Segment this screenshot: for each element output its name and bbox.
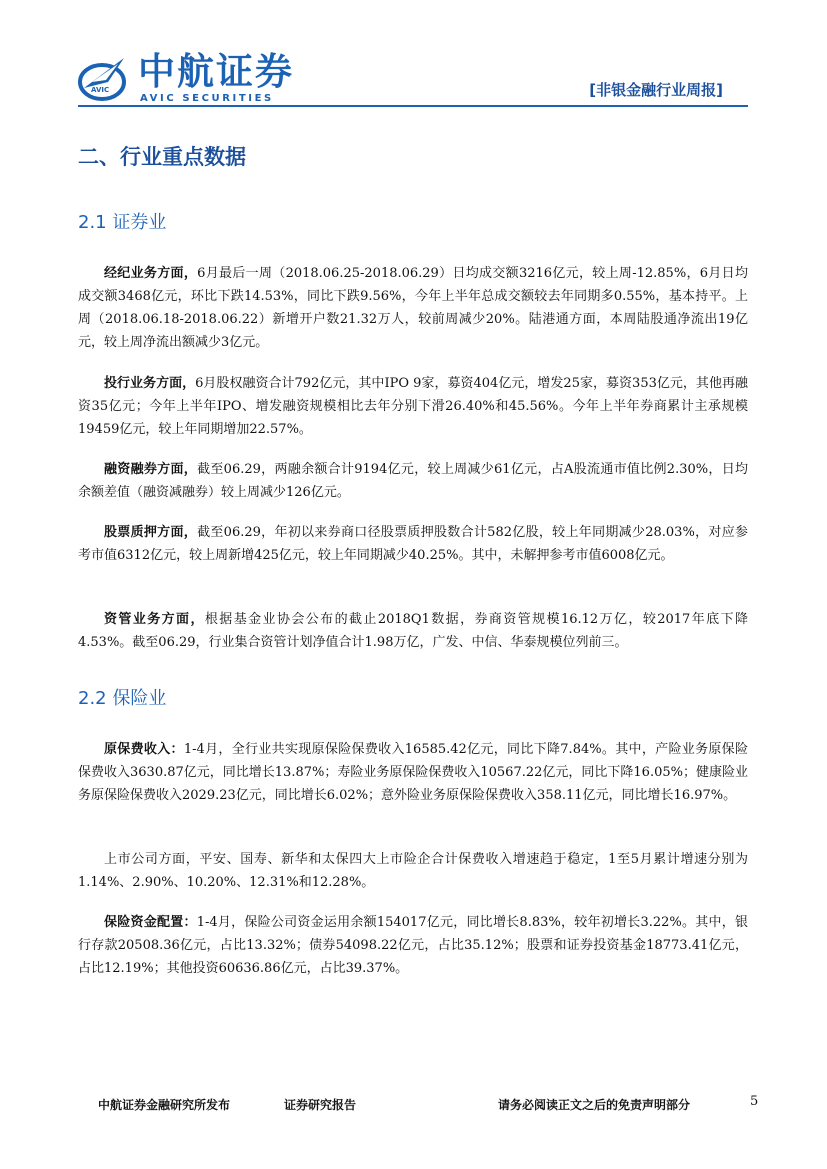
- paragraph-listed-companies: [78, 848, 748, 894]
- paragraph-label: 资管业务方面，: [104, 612, 205, 627]
- paragraph-text: 6月股权融资合计792亿元，其中IPO 9家，募资404亿元，增发25家，募资353亿元，其他再融资35亿元；今年上半年IPO、增发融资规模相比去年分别下滑26.40%和45.56%。今年上半年券商累计主承规模19459亿元，较上年同期增加22.57%。: [78, 376, 748, 437]
- page-number: 5: [750, 1094, 759, 1109]
- paragraph-label: 融资融券方面，: [104, 462, 198, 477]
- paragraph-brokerage: [78, 262, 748, 354]
- section-title: 二、行业重点数据: [78, 145, 246, 169]
- page-header: [0, 0, 827, 110]
- logo-english-name: AVIC SECURITIES: [140, 93, 274, 104]
- logo-emblem-text: AVIC: [91, 86, 110, 94]
- report-type-label: [非银金融行业周报]: [589, 81, 723, 99]
- paragraph-text: 截至06.29，两融余额合计9194亿元，较上周减少61亿元，占A股流通市值比例2.30%，日均余额差值（融资减融券）较上周减少126亿元。: [78, 462, 748, 500]
- paragraph-asset-management: [78, 608, 748, 654]
- avic-logo-icon: [78, 52, 130, 104]
- subsection-title-insurance: 2.2 保险业: [78, 688, 167, 709]
- header-divider: [78, 105, 748, 107]
- paragraph-text: 1-4月，全行业共实现原保险保费收入16585.42亿元，同比下降7.84%。其中，产险业务原保险保费收入3630.87亿元，同比增长13.87%；寿险业务原保险保费收入10567.22亿元，同比下降16.05%；健康险业务原保险保费收入2029.23亿元，同比增长6.02%；意外险业务原保险保费收入358.11亿元，同比增长16.97%。: [78, 742, 748, 803]
- paragraph-insurance-funds: [78, 911, 748, 980]
- paragraph-label: 投行业务方面，: [104, 376, 196, 391]
- paragraph-label: 原保费收入：: [104, 742, 184, 757]
- paragraph-margin-trading: [78, 458, 748, 504]
- footer-publisher: 中航证券金融研究所发布: [98, 1098, 231, 1112]
- footer-report-kind: 证券研究报告: [284, 1098, 357, 1112]
- paragraph-text: 上市公司方面，平安、国寿、新华和太保四大上市险企合计保费收入增速趋于稳定，1至5月累计增速分别为1.14%、2.90%、10.20%、12.31%和12.28%。: [78, 852, 748, 890]
- footer-disclaimer: 请务必阅读正文之后的免责声明部分: [498, 1098, 691, 1112]
- paragraph-label: 经纪业务方面，: [104, 266, 198, 281]
- paragraph-text: 1-4月，保险公司资金运用余额154017亿元，同比增长8.83%，较年初增长3.22%。其中，银行存款20508.36亿元，占比13.32%；债券54098.22亿元，占比35.12%；股票和证券投资基金18773.41亿元，占比12.19%；其他投资60636.86亿元，占比39.37%。: [78, 915, 748, 976]
- paragraph-stock-pledge: [78, 521, 748, 567]
- paragraph-investment-banking: [78, 372, 748, 441]
- paragraph-premium-income: [78, 738, 748, 807]
- subsection-title-securities: 2.1 证券业: [78, 212, 167, 233]
- paragraph-label: 保险资金配置：: [104, 915, 197, 930]
- paragraph-label: 股票质押方面，: [104, 525, 198, 540]
- paragraph-text: 截至06.29，年初以来券商口径股票质押股数合计582亿股，较上年同期减少28.03%，对应参考市值6312亿元，较上周新增425亿元，较上年同期减少40.25%。其中，未解押参考市值6008亿元。: [78, 525, 748, 563]
- logo-chinese-name: 中航证券: [138, 50, 294, 93]
- paragraph-text: 根据基金业协会公布的截止2018Q1数据，券商资管规模16.12万亿，较2017年底下降4.53%。截至06.29，行业集合资管计划净值合计1.98万亿，广发、中信、华泰规模位列前三。: [78, 612, 748, 650]
- paragraph-text: 6月最后一周（2018.06.25-2018.06.29）日均成交额3216亿元，较上周-12.85%，6月日均成交额3468亿元，环比下跌14.53%，同比下跌9.56%，今年上半年总成交额较去年同期多0.55%，基本持平。上周（2018.06.18-2018.06.22）新增开户数21.32万人，较前周减少20%。陆港通方面，本周陆股通净流出19亿元，较上周净流出额减少3亿元。: [78, 266, 748, 350]
